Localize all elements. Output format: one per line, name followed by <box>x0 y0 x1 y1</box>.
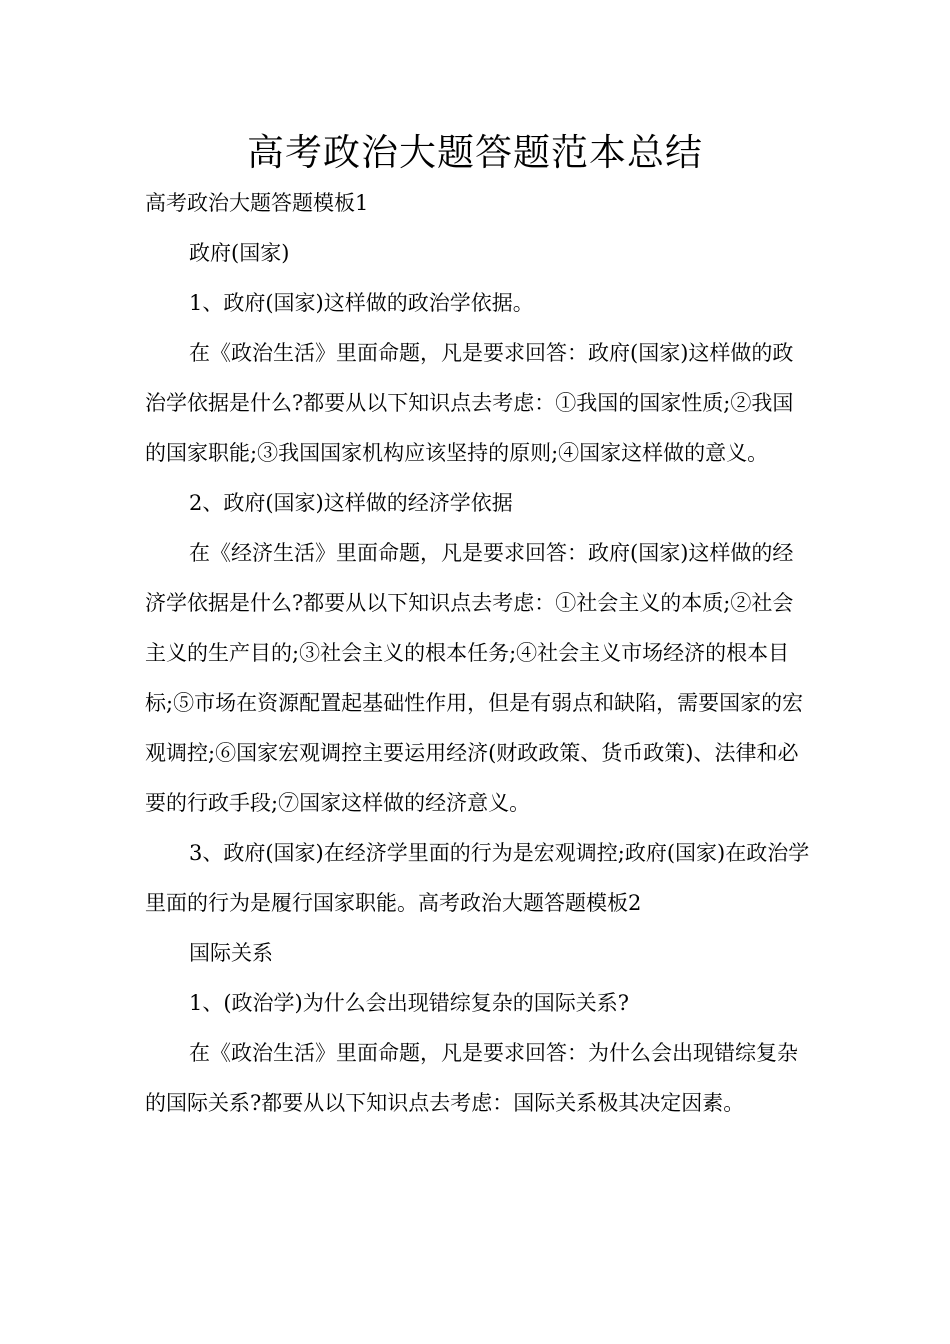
paragraph: 在《政治生活》里面命题，凡是要求回答：政府(国家)这样做的政治学依据是什么?都要从以下知识点去考虑：①我国的国家性质;②我国的国家职能;③我国国家机构应该坚持的原则;④国家这样做的意义。 <box>145 341 794 465</box>
paragraph: 2、政府(国家)这样做的经济学依据 <box>189 491 513 515</box>
paragraph: 1、(政治学)为什么会出现错综复杂的国际关系? <box>189 991 630 1015</box>
paragraph: 国际关系 <box>189 941 273 965</box>
paragraph: 在《政治生活》里面命题，凡是要求回答：为什么会出现错综复杂的国际关系?都要从以下知识点去考虑：国际关系极其决定因素。 <box>145 1041 798 1115</box>
paragraph: 3、政府(国家)在经济学里面的行为是宏观调控;政府(国家)在政治学里面的行为是履行国家职能。高考政治大题答题模板2 <box>145 841 810 915</box>
paragraph: 在《经济生活》里面命题，凡是要求回答：政府(国家)这样做的经济学依据是什么?都要从以下知识点去考虑：①社会主义的本质;②社会主义的生产目的;③社会主义的根本任务;④社会主义市场经济的根本目标;⑤市场在资源配置起基础性作用，但是有弱点和缺陷，需要国家的宏观调控;⑥国家宏观调控主要运用经济(财政政策、货币政策)、法律和必要的行政手段;⑦国家这样做的经济意义。 <box>145 541 804 815</box>
paragraph: 1、政府(国家)这样做的政治学依据。 <box>189 291 534 315</box>
section-heading: 高考政治大题答题模板1 <box>145 191 369 215</box>
paragraph: 政府(国家) <box>189 241 290 265</box>
document-body <box>145 178 810 1128</box>
page-title: 高考政治大题答题范本总结 <box>247 131 703 174</box>
